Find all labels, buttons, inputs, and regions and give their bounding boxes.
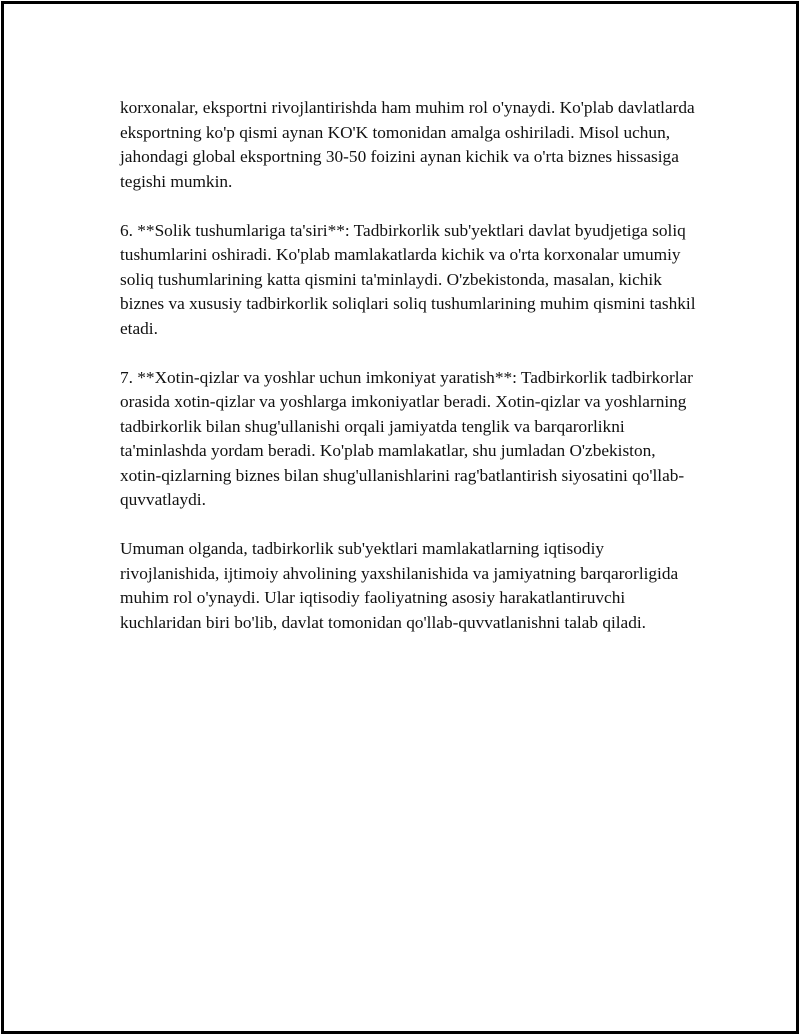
document-body [120, 96, 698, 660]
paragraph-tax-revenue: 6. **Solik tushumlariga ta'siri**: Tadbirkorlik sub'yektlari davlat byudjetiga soliq tushumlarini oshiradi. Ko'plab mamlakatlarda kichik va o'rta korxonalar umumiy soliq tushumlarining katta qismini ta'minlaydi. O'zbekistonda, masalan, kichik biznes va xususiy tadbirkorlik soliqlari soliq tushumlarining muhim qismini tashkil etadi. [120, 220, 696, 338]
paragraph-conclusion: Umuman olganda, tadbirkorlik sub'yektlari mamlakatlarning iqtisodiy rivojlanishida, ijtimoiy ahvolining yaxshilanishida va jamiyatning barqarorligida muhim rol o'ynaydi. Ular iqtisodiy faoliyatning asosiy harakatlantiruvchi kuchlaridan biri bo'lib, davlat tomonidan qo'llab-quvvatlanishni talab qiladi. [120, 539, 679, 632]
paragraph-women-youth: 7. **Xotin-qizlar va yoshlar uchun imkoniyat yaratish**: Tadbirkorlik tadbirkorlar orasida xotin-qizlar va yoshlarga imkoniyatlar beradi. Xotin-qizlar va yoshlarning tadbirkorlik bilan shug'ullanishi orqali jamiyatda tenglik va barqarorlikni ta'minlashda yordam beradi. Ko'plab mamlakatlar, shu jumladan O'zbekiston, xotin-qizlarning biznes bilan shug'ullanishlarini rag'batlantirish siyosatini qo'llab-quvvatlaydi. [120, 367, 693, 509]
paragraph-export-role: korxonalar, eksportni rivojlantirishda ham muhim rol o'ynaydi. Ko'plab davlatlarda eksportning ko'p qismi aynan KO'K tomonidan amalga oshiriladi. Misol uchun, jahondagi global eksportning 30-50 foizini aynan kichik va o'rta biznes hissasiga tegishi mumkin. [120, 98, 695, 191]
page-frame [1, 1, 799, 1034]
